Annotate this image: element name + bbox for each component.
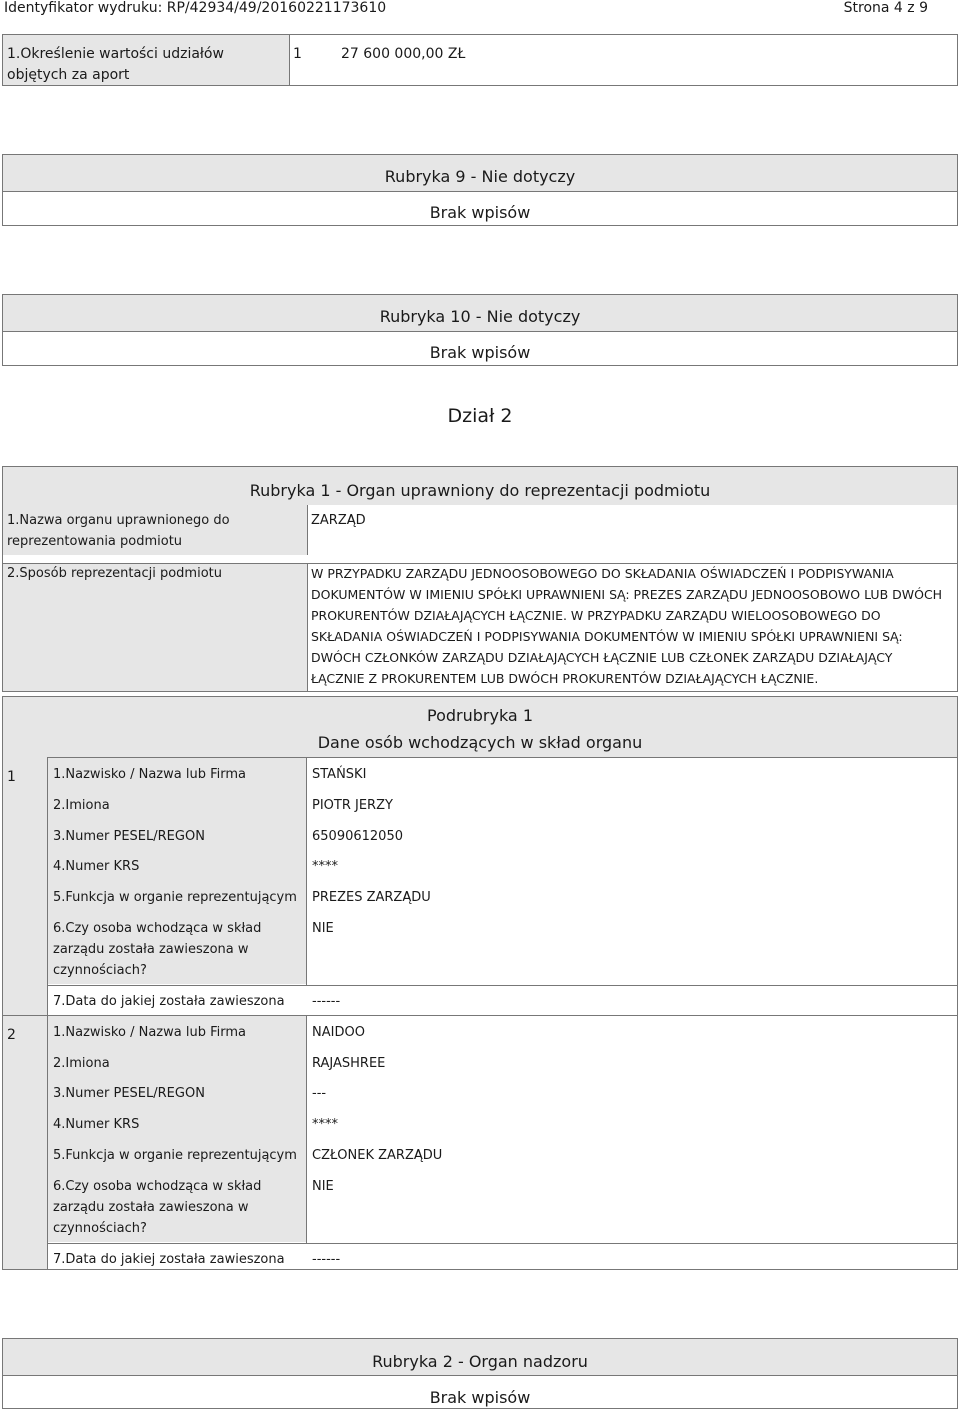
rubryka-2-body: Brak wpisów [429, 1388, 531, 1407]
rubryka-9-body: Brak wpisów [429, 203, 531, 222]
label-imiona: 2.Imiona [53, 798, 110, 813]
rubryka-2-title: Rubryka 2 - Organ nadzoru [372, 1352, 588, 1371]
aport-row [2, 34, 958, 86]
label-nazwisko: 1.Nazwisko / Nazwa lub Firma [53, 767, 246, 782]
label-pesel: 3.Numer PESEL/REGON [53, 1086, 205, 1101]
value-data-zawieszenia: ------ [312, 994, 341, 1009]
rubryka-9-title: Rubryka 9 - Nie dotyczy [384, 167, 576, 186]
value-pesel: --- [312, 1086, 327, 1101]
label-data-zawieszenia: 7.Data do jakiej została zawieszona [53, 1252, 285, 1267]
label-data-zawieszenia: 7.Data do jakiej została zawieszona [53, 994, 285, 1009]
label-funkcja: 5.Funkcja w organie reprezentującym [53, 1148, 297, 1163]
label-nazwisko: 1.Nazwisko / Nazwa lub Firma [53, 1025, 246, 1040]
value-zawieszona: NIE [312, 921, 334, 936]
person-index: 2 [7, 1027, 16, 1043]
value-krs: **** [312, 1117, 338, 1132]
sposob-label: 2.Sposób reprezentacji podmiotu [7, 566, 222, 581]
rubryka-1 [2, 466, 958, 692]
person-index: 1 [7, 769, 16, 785]
aport-label: 1.Określenie wartości udziałów objętych za aport [7, 46, 224, 83]
rubryka-9 [2, 154, 958, 226]
sposob-value: W PRZYPADKU ZARZĄDU JEDNOOSOBOWEGO DO SKŁADANIA OŚWIADCZEŃ I PODPISYWANIA DOKUMENTÓW W IMIENIU SPÓŁKI UPRAWNIENI SĄ: PREZES ZARZĄDU JEDNOOSOBOWO LUB DWÓCH PROKURENTÓW DZIAŁAJĄCYCH ŁĄCZNIE. W PRZYPADKU ZARZĄDU WIELOOSOBOWEGO DO SKŁADANIA OŚWIADCZEŃ I PODPISYWANIA DOKUMENTÓW W IMIENIU SPÓŁKI UPRAWNIENI SĄ: DWÓCH CZŁONKÓW ZARZĄDU DZIAŁAJĄCYCH ŁĄCZNIE LUB CZŁONEK ZARZĄDU DZIAŁAJĄCY ŁĄCZNIE Z PROKURENTEM LUB DWÓCH PROKURENTÓW DZIAŁAJĄCYCH ŁĄCZNIE. [311, 566, 943, 686]
aport-value: 27 600 000,00 ZŁ [341, 46, 466, 62]
rubryka-2 [2, 1338, 958, 1409]
organ-value: ZARZĄD [311, 513, 366, 528]
label-krs: 4.Numer KRS [53, 1117, 140, 1132]
rubryka-10-title: Rubryka 10 - Nie dotyczy [379, 307, 581, 326]
label-pesel: 3.Numer PESEL/REGON [53, 829, 205, 844]
label-zawieszona: 6.Czy osoba wchodząca w skład zarządu została zawieszona w czynnościach? [53, 921, 262, 978]
label-imiona: 2.Imiona [53, 1056, 110, 1071]
label-funkcja: 5.Funkcja w organie reprezentującym [53, 890, 297, 905]
value-pesel: 65090612050 [312, 829, 403, 844]
podrubryka-subtitle: Dane osób wchodzących w skład organu [317, 733, 643, 752]
label-krs: 4.Numer KRS [53, 859, 140, 874]
rubryka-10-body: Brak wpisów [429, 343, 531, 362]
aport-number: 1 [293, 46, 302, 62]
section-title: Dział 2 [447, 405, 513, 427]
value-data-zawieszenia: ------ [312, 1252, 341, 1267]
label-zawieszona: 6.Czy osoba wchodząca w skład zarządu została zawieszona w czynnościach? [53, 1179, 262, 1236]
organ-label: 1.Nazwa organu uprawnionego do reprezentowania podmiotu [7, 513, 230, 549]
value-imiona: RAJASHREE [312, 1056, 386, 1071]
value-imiona: PIOTR JERZY [312, 798, 393, 813]
value-funkcja: PREZES ZARZĄDU [312, 890, 431, 905]
rubryka-1-title: Rubryka 1 - Organ uprawniony do reprezentacji podmiotu [249, 481, 711, 500]
print-identifier: Identyfikator wydruku: RP/42934/49/20160221173610 [4, 0, 387, 16]
value-zawieszona: NIE [312, 1179, 334, 1194]
podrubryka-title: Podrubryka 1 [427, 706, 533, 725]
podrubryka-1 [2, 696, 958, 1270]
value-funkcja: CZŁONEK ZARZĄDU [312, 1148, 443, 1163]
page-number: Strona 4 z 9 [843, 0, 928, 16]
value-krs: **** [312, 859, 338, 874]
value-nazwisko: NAIDOO [312, 1025, 365, 1040]
value-nazwisko: STAŃSKI [312, 767, 367, 782]
rubryka-10 [2, 294, 958, 366]
